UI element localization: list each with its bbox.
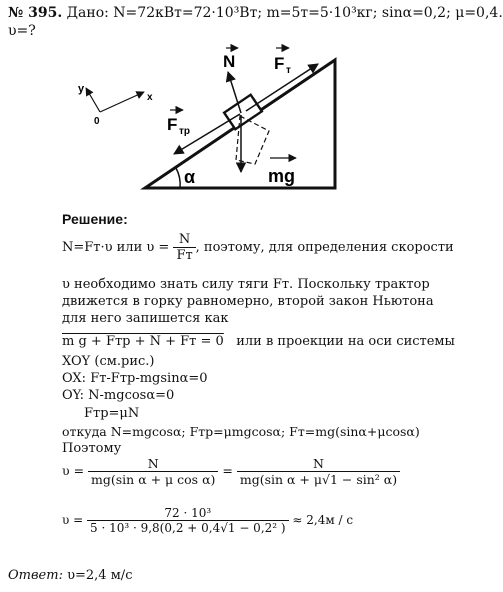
angle-arc [176,168,180,188]
problem-header [8,5,503,21]
solution-line-9: откуда N=mgcosα; Fтр=μmgcosα; Fт=mg(sinα+μcosα) [62,424,420,439]
answer-line [8,568,132,583]
fraction-N-over-Ft: $\frac{N}{Fт}$ [173,232,195,263]
solution-line-10: Поэтому [62,441,122,456]
solution-line-3: движется в горку равномерно, второй закон Ньютона [62,294,434,309]
label-N [223,48,238,71]
svg-text:F: F [274,54,285,73]
given-text: Дано: N=72кВт=72·10³Вт; m=5т=5·10³кг; sinα=0,2; μ=0,4. [66,5,503,21]
svg-text:N: N [223,52,236,71]
axis-x-label: x [147,92,153,103]
incline-diagram [0,40,410,200]
solution-heading: Решение: [62,211,128,227]
formula-1: υ = $\frac{N}{\text{mg(sin α + μ cos α)}}$ = $\frac{N}{\text{mg(sin α + μ√1 − sin² α)}}$ [62,456,400,487]
answer-label: Ответ: [8,568,63,583]
label-Ft [274,48,291,76]
axis-y-label: y [78,83,85,95]
origin-label: 0 [94,116,100,127]
svg-text:т: т [286,65,291,76]
find-text: υ=? [8,23,36,39]
solution-line-7: OY: N-mgcosα=0 [62,388,175,403]
solution-line-1: N=Fт·υ или υ = $\frac{N}{Fт}$ , поэтому, для определения скорости [62,232,454,263]
svg-text:mg: mg [268,166,295,186]
vector-equation: m g + Fтр + N + Fт = 0 [62,334,224,349]
solution-line-6: OX: Fт-Fтр-mgsinα=0 [62,371,208,386]
formula-2: υ = $\frac{\text{72 · 10³}}{\text{5 · 10³ · 9,8(0,2 + 0,4√1 − 0,2² )}}$ ≈ 2,4м / с [62,506,354,535]
label-mg [268,158,296,186]
label-Ftr [167,110,190,137]
answer-value: υ=2,4 м/с [67,568,133,583]
solution-line-2: υ необходимо знать силу тяги Fт. Поскольку трактор [62,277,430,292]
solution-line-4: для него запишется как [62,311,229,326]
svg-text:тр: тр [179,126,191,137]
solution-line-8: Fтр=μN [84,406,140,421]
vector-equation-line: m g + Fтр + N + Fт = 0 или в проекции на оси системы [62,334,455,349]
solution-line-5: XOY (см.рис.) [62,354,155,369]
coordinate-axes [86,88,144,112]
problem-number: № 395. [8,5,63,21]
svg-text:F: F [167,115,178,134]
angle-label: α [184,167,196,187]
